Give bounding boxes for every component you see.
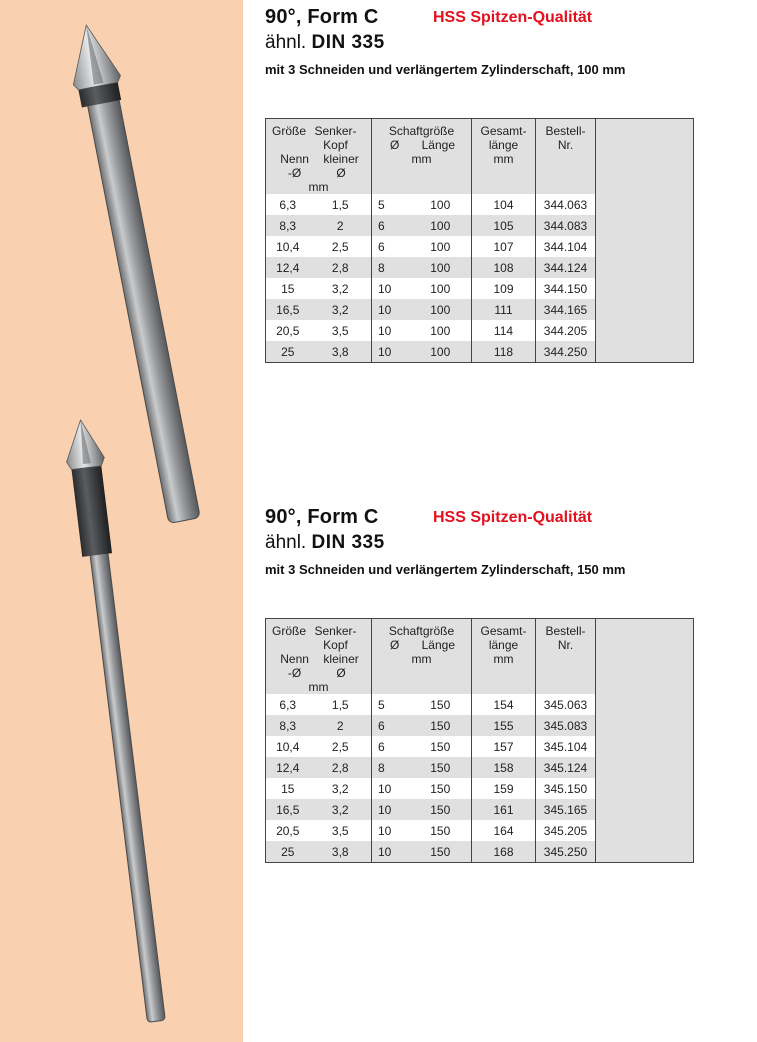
- cell-shaft-length: 100: [410, 257, 472, 278]
- cell-empty: [596, 736, 694, 757]
- cell-shaft-length: 100: [430, 323, 451, 338]
- cell-empty: [596, 820, 694, 841]
- table-row: [266, 778, 694, 799]
- header-total-unit: mm: [493, 652, 514, 666]
- header-head: Senker-Kopf: [314, 124, 357, 152]
- cell-shaft-length: 100: [410, 341, 472, 363]
- cell-order-number: 344.150: [536, 278, 596, 299]
- section-heading: [265, 6, 745, 32]
- cell-shaft-length: 150: [430, 823, 451, 838]
- header-unit: mm: [308, 680, 329, 694]
- cell-head-small-dia: 3,2: [310, 299, 372, 320]
- cell-empty: [596, 299, 694, 320]
- header-shaft-size: Schaftgröße: [388, 124, 455, 138]
- cell-nominal-dia: 25: [266, 841, 310, 863]
- standard-line: [265, 32, 745, 56]
- cell-order-number: 345.165: [536, 799, 596, 820]
- table-row: [266, 757, 694, 778]
- cell-shaft-dia: 6: [372, 715, 410, 736]
- cell-order-number: 344.083: [536, 215, 596, 236]
- standard-prefix: ähnl.: [265, 532, 307, 553]
- cell-shaft-dia: 10: [372, 799, 410, 820]
- cell-total-length: 114: [472, 320, 536, 341]
- product-title: 90°, Form C: [265, 6, 379, 28]
- header-order-number: [536, 119, 596, 195]
- cell-total-length: 168: [472, 841, 536, 863]
- cell-nominal-dia: 12,4: [266, 757, 310, 778]
- cell-shaft-dia: 10: [372, 341, 410, 363]
- header-small-dia: kleiner Ø: [323, 152, 359, 180]
- table-row: [266, 194, 694, 215]
- cell-shaft-dia: 6: [372, 215, 410, 236]
- cell-order-number: 345.205: [536, 820, 596, 841]
- header-unit: mm: [308, 180, 329, 194]
- cell-order-number: 344.165: [536, 299, 596, 320]
- header-total-line1: Gesamt-: [480, 124, 527, 138]
- cell-total-length: 155: [472, 715, 536, 736]
- table-row: [266, 278, 694, 299]
- table-row: [266, 320, 694, 341]
- cell-head-small-dia: 3,8: [310, 841, 372, 863]
- header-total-line1: Gesamt-: [480, 624, 527, 638]
- cell-order-number: 345.063: [536, 694, 596, 715]
- standard-name: DIN 335: [311, 32, 385, 53]
- cell-nominal-dia: 10,4: [276, 239, 300, 254]
- standard-prefix: ähnl.: [265, 32, 307, 53]
- cell-empty: [596, 715, 694, 736]
- cell-empty: [596, 236, 694, 257]
- cell-empty: [596, 757, 694, 778]
- header-order-line1: Bestell-: [545, 124, 586, 138]
- table-row: [266, 841, 694, 863]
- cell-nominal-dia: 15: [281, 781, 295, 796]
- cell-nominal-dia: 16,5: [266, 299, 310, 320]
- table-row: [266, 257, 694, 278]
- header-order-number: [536, 619, 596, 695]
- cell-shaft-dia: 10: [372, 299, 410, 320]
- table-row: [266, 236, 694, 257]
- cell-empty: [596, 341, 694, 363]
- cell-nominal-dia: 15: [281, 281, 295, 296]
- header-small-dia: kleiner Ø: [323, 652, 359, 680]
- table-row: [266, 341, 694, 363]
- header-shaft-size: Schaftgröße: [388, 624, 455, 638]
- product-description: mit 3 Schneiden und verlängertem Zylinderschaft, 150 mm: [265, 562, 626, 577]
- cell-shaft-length: 150: [430, 739, 451, 754]
- header-total-line2: länge: [488, 138, 519, 152]
- header-total-line2: länge: [488, 638, 519, 652]
- countersink-tool-150mm: [62, 418, 174, 1024]
- cell-order-number: 345.083: [536, 715, 596, 736]
- header-order-line2: Nr.: [557, 138, 574, 152]
- product-section-150mm: [265, 506, 745, 859]
- cell-nominal-dia: 20,5: [276, 823, 300, 838]
- cell-shaft-dia: 5: [372, 694, 410, 715]
- cell-shaft-dia: 10: [372, 320, 410, 341]
- cell-order-number: 345.124: [536, 757, 596, 778]
- cell-head-small-dia: 3,5: [331, 323, 349, 338]
- cell-empty: [596, 841, 694, 863]
- header-shaft: [372, 619, 472, 695]
- cell-shaft-length: 150: [430, 697, 451, 712]
- cell-order-number: 344.063: [536, 194, 596, 215]
- header-shaft-dia: Ø: [390, 638, 400, 652]
- quality-label: HSS Spitzen-Qualität: [433, 9, 593, 26]
- cell-order-number: 344.250: [536, 341, 596, 363]
- cell-nominal-dia: 25: [266, 341, 310, 363]
- header-empty: [596, 119, 694, 195]
- cell-total-length: 108: [472, 257, 536, 278]
- cell-total-length: 104: [472, 194, 536, 215]
- product-description: mit 3 Schneiden und verlängertem Zylinderschaft, 100 mm: [265, 62, 626, 77]
- header-order-line1: Bestell-: [545, 624, 586, 638]
- header-shaft: [372, 119, 472, 195]
- cell-empty: [596, 320, 694, 341]
- cell-head-small-dia: 3,8: [310, 341, 372, 363]
- cell-shaft-length: 150: [410, 799, 472, 820]
- cell-order-number: 345.250: [536, 841, 596, 863]
- cell-order-number: 344.205: [536, 320, 596, 341]
- cell-nominal-dia: 20,5: [276, 323, 300, 338]
- standard-name: DIN 335: [311, 532, 385, 553]
- cell-shaft-dia: 8: [372, 257, 410, 278]
- cell-empty: [596, 778, 694, 799]
- cell-shaft-length: 150: [410, 715, 472, 736]
- header-shaft-length: Länge: [421, 138, 455, 152]
- cell-total-length: 105: [472, 215, 536, 236]
- header-total-length: [472, 619, 536, 695]
- product-image-panel: [0, 0, 243, 1042]
- cell-empty: [596, 799, 694, 820]
- cell-empty: [596, 257, 694, 278]
- cell-shaft-length: 100: [430, 239, 451, 254]
- cell-nominal-dia: 12,4: [266, 257, 310, 278]
- cell-total-length: 159: [472, 778, 536, 799]
- cell-shaft-dia: 10: [372, 820, 410, 841]
- cell-head-small-dia: 3,2: [331, 281, 349, 296]
- cell-head-small-dia: 1,5: [331, 697, 349, 712]
- header-shaft-length: Länge: [421, 638, 455, 652]
- header-size: Größe: [272, 124, 307, 138]
- table-row: [266, 215, 694, 236]
- cell-head-small-dia: 3,5: [331, 823, 349, 838]
- cell-total-length: 107: [472, 236, 536, 257]
- product-section-100mm: [265, 6, 745, 359]
- cell-empty: [596, 215, 694, 236]
- quality-label: HSS Spitzen-Qualität: [433, 509, 593, 526]
- cell-order-number: 344.104: [536, 236, 596, 257]
- header-shaft-unit: mm: [411, 152, 432, 166]
- cell-shaft-length: 100: [430, 281, 451, 296]
- cell-shaft-dia: 10: [372, 778, 410, 799]
- spec-table: [265, 118, 694, 363]
- table-row: [266, 299, 694, 320]
- table-row: [266, 715, 694, 736]
- cell-shaft-length: 100: [410, 215, 472, 236]
- cell-shaft-length: 150: [430, 781, 451, 796]
- cell-head-small-dia: 1,5: [331, 197, 349, 212]
- cell-nominal-dia: 6,3: [279, 197, 297, 212]
- section-heading: [265, 506, 745, 532]
- cell-nominal-dia: 8,3: [266, 715, 310, 736]
- cell-shaft-dia: 6: [372, 236, 410, 257]
- cell-head-small-dia: 3,2: [331, 781, 349, 796]
- cell-empty: [596, 278, 694, 299]
- header-nominal-dia: Nenn -Ø: [280, 652, 309, 680]
- cell-empty: [596, 194, 694, 215]
- cell-empty: [596, 694, 694, 715]
- header-shaft-unit: mm: [411, 652, 432, 666]
- header-nominal-dia: Nenn -Ø: [280, 152, 309, 180]
- cell-nominal-dia: 16,5: [266, 799, 310, 820]
- cell-head-small-dia: 2,5: [331, 239, 349, 254]
- spec-table: [265, 618, 694, 863]
- cell-nominal-dia: 10,4: [276, 739, 300, 754]
- cell-total-length: 161: [472, 799, 536, 820]
- cell-shaft-dia: 6: [372, 736, 410, 757]
- cell-total-length: 118: [472, 341, 536, 363]
- table-row: [266, 820, 694, 841]
- cell-order-number: 344.124: [536, 257, 596, 278]
- product-title: 90°, Form C: [265, 506, 379, 528]
- cell-shaft-dia: 10: [372, 278, 410, 299]
- cell-shaft-length: 150: [410, 757, 472, 778]
- cell-head-small-dia: 3,2: [310, 799, 372, 820]
- cell-head-small-dia: 2,5: [331, 739, 349, 754]
- header-order-line2: Nr.: [557, 638, 574, 652]
- table-row: [266, 736, 694, 757]
- cell-head-small-dia: 2,8: [310, 757, 372, 778]
- cell-head-small-dia: 2,8: [310, 257, 372, 278]
- cell-total-length: 157: [472, 736, 536, 757]
- cell-nominal-dia: 8,3: [266, 215, 310, 236]
- cell-head-small-dia: 2: [310, 215, 372, 236]
- cell-total-length: 109: [472, 278, 536, 299]
- cell-total-length: 111: [472, 299, 536, 320]
- cell-order-number: 345.150: [536, 778, 596, 799]
- header-total-length: [472, 119, 536, 195]
- header-size-head: [266, 619, 372, 695]
- header-size: Größe: [272, 624, 307, 638]
- cell-shaft-length: 100: [410, 299, 472, 320]
- header-total-unit: mm: [493, 152, 514, 166]
- cell-total-length: 164: [472, 820, 536, 841]
- cell-shaft-dia: 10: [372, 841, 410, 863]
- cell-shaft-length: 150: [410, 841, 472, 863]
- table-row: [266, 694, 694, 715]
- cell-head-small-dia: 2: [310, 715, 372, 736]
- header-shaft-dia: Ø: [390, 138, 400, 152]
- cell-total-length: 158: [472, 757, 536, 778]
- cell-shaft-dia: 8: [372, 757, 410, 778]
- header-head: Senker-Kopf: [314, 624, 357, 652]
- table-row: [266, 799, 694, 820]
- cell-shaft-length: 100: [430, 197, 451, 212]
- cell-shaft-dia: 5: [372, 194, 410, 215]
- countersink-tools-image: [0, 0, 243, 1042]
- header-empty: [596, 619, 694, 695]
- standard-line: [265, 532, 745, 556]
- cell-order-number: 345.104: [536, 736, 596, 757]
- cell-nominal-dia: 6,3: [279, 697, 297, 712]
- cell-total-length: 154: [472, 694, 536, 715]
- header-size-head: [266, 119, 372, 195]
